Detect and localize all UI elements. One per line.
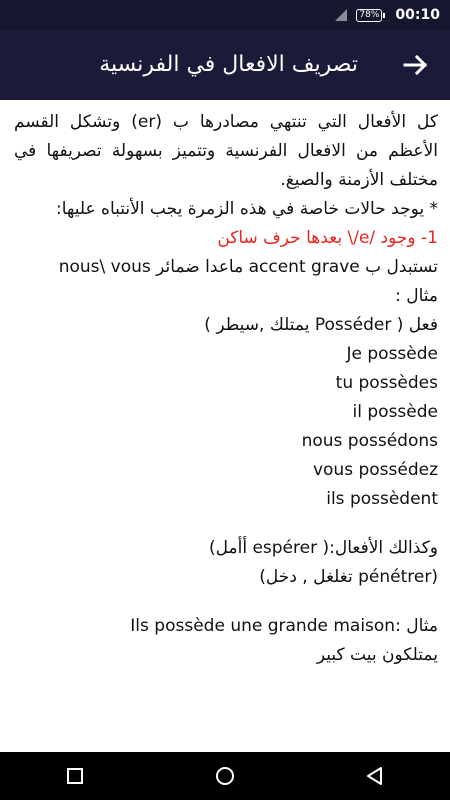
- note-text: * يوجد حالات خاصة في هذه الزمرة يجب الأنتباه عليها:: [55, 199, 438, 219]
- conjugation-line: tu possèdes: [335, 373, 438, 393]
- navigation-bar: [0, 752, 450, 800]
- spacer: [14, 592, 438, 612]
- clock: 00:10: [395, 7, 440, 23]
- sentence-example: مثال :Ils possède une grande maison: [130, 616, 438, 636]
- signal-icon: [334, 8, 348, 22]
- back-icon[interactable]: [345, 752, 405, 800]
- app-bar: [0, 30, 450, 100]
- home-icon[interactable]: [195, 752, 255, 800]
- article-content: [0, 100, 450, 752]
- conjugation-line: il possède: [352, 402, 438, 422]
- example-label: مثال :: [395, 286, 438, 306]
- conjugation-line: ils possèdent: [326, 489, 438, 509]
- battery-level: 78%: [356, 9, 382, 22]
- intro-paragraph: كل الأفعال التي تنتهي مصادرها ب (er) وتشكل القسم الأعظم من الافعال الفرنسية وتتميز بسهولة تصريفها في مختلف الأزمنة والصيغ.: [14, 112, 438, 190]
- battery-icon: [356, 9, 385, 22]
- sentence-translation: يمتلكون بيت كبير: [316, 645, 438, 665]
- conjugation-line: Je possède: [346, 344, 438, 364]
- conjugation-line: vous possédez: [312, 460, 438, 480]
- conjugation-line: nous possédons: [301, 431, 438, 451]
- page-title: تصريف الافعال في الفرنسية: [99, 52, 358, 77]
- rule-text: تستبدل ب accent grave ماعدا ضمائر nous\ vous: [58, 257, 438, 277]
- spacer: [14, 514, 438, 534]
- rule-heading: 1- وجود /e/\ بعدها حرف ساكن: [217, 228, 438, 248]
- similar-verbs-line: (pénétrer تغلغل , دخل): [259, 567, 438, 587]
- recent-apps-icon[interactable]: [45, 752, 105, 800]
- arrow-icon[interactable]: [400, 49, 432, 81]
- verb-line: فعل ( Posséder يمتلك ,سيطر ): [204, 315, 438, 335]
- status-bar: [0, 0, 450, 30]
- similar-verbs-line: وكذالك الأفعال:( espérer أأمل): [208, 538, 438, 558]
